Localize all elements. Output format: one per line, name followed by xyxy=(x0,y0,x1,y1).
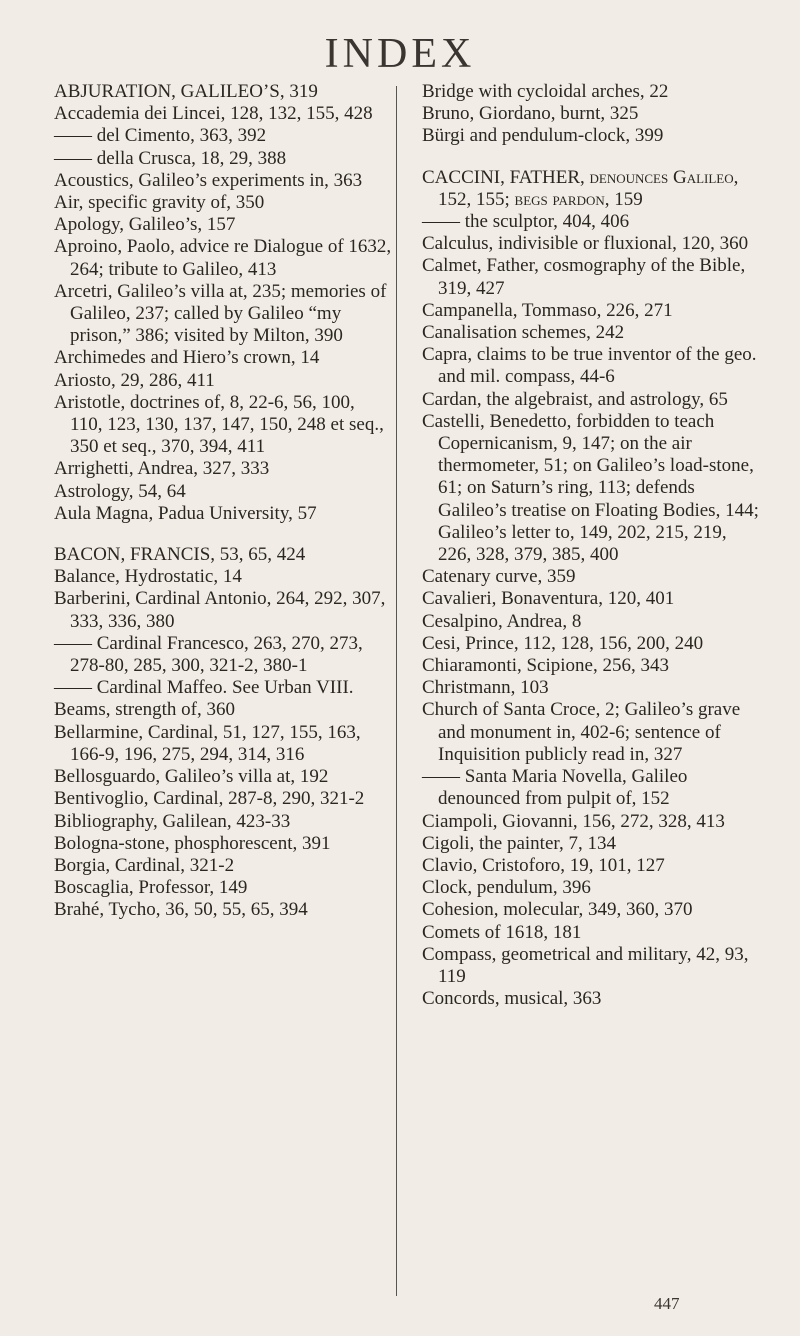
index-entry: Castelli, Benedetto, forbidden to teach Copernicanism, 9, 147; on the air thermometer, 51; on Galileo’s load-stone, 61; on Saturn’s ring, 113; defends Galileo’s treatise on Floating Bodies, 144; Galileo’s letter to, 149, 202, 215, 219, 226, 328, 379, 385, 400 xyxy=(422,410,759,566)
index-entry: —— the sculptor, 404, 406 xyxy=(422,211,630,233)
index-entry: —— Cardinal Maffeo. See Urban VIII. xyxy=(54,677,354,699)
index-entry: Catenary curve, 359 xyxy=(422,566,576,588)
index-entry: Aristotle, doctrines of, 8, 22-6, 56, 100, 110, 123, 130, 137, 147, 150, 248 et seq., 350 et seq., 370, 394, 411 xyxy=(54,391,384,458)
index-entry: Bridge with cycloidal arches, 22 xyxy=(422,81,669,102)
index-entry: Bellarmine, Cardinal, 51, 127, 155, 163, 166-9, 196, 275, 294, 314, 316 xyxy=(54,721,361,765)
index-column-left xyxy=(54,81,392,922)
index-entry: Ariosto, 29, 286, 411 xyxy=(54,369,215,391)
index-entry: Bologna-stone, phosphorescent, 391 xyxy=(54,832,331,854)
index-entry: —— del Cimento, 363, 392 xyxy=(54,125,267,147)
index-entry: Air, specific gravity of, 350 xyxy=(54,192,265,214)
index-entry: Cohesion, molecular, 349, 360, 370 xyxy=(422,899,693,921)
index-entry: Clavio, Cristoforo, 19, 101, 127 xyxy=(422,854,665,876)
index-entry: Accademia dei Lincei, 128, 132, 155, 428 xyxy=(54,103,373,125)
index-entry: Cesalpino, Andrea, 8 xyxy=(422,610,582,632)
column-divider xyxy=(396,86,397,1296)
index-entry: Calculus, indivisible or fluxional, 120, 360 xyxy=(422,233,749,255)
index-entry: Aproino, Paolo, advice re Dialogue of 1632, 264; tribute to Galileo, 413 xyxy=(54,236,392,280)
index-entry: Bibliography, Galilean, 423-33 xyxy=(54,810,291,832)
index-entry: Apology, Galileo’s, 157 xyxy=(54,214,236,236)
index-entry: Boscaglia, Professor, 149 xyxy=(54,877,248,899)
index-entry: Bürgi and pendulum-clock, 399 xyxy=(422,125,664,147)
index-entry: Bellosguardo, Galileo’s villa at, 192 xyxy=(54,766,329,788)
index-entry: Balance, Hydrostatic, 14 xyxy=(54,566,242,588)
index-entry: BACON, FRANCIS, 53, 65, 424 xyxy=(54,544,306,566)
index-entry: Aula Magna, Padua University, 57 xyxy=(54,502,317,524)
index-entry: Beams, strength of, 360 xyxy=(54,699,236,721)
index-entry: Cavalieri, Bonaventura, 120, 401 xyxy=(422,588,675,610)
index-entry: Capra, claims to be true inventor of the geo. and mil. compass, 44-6 xyxy=(422,344,757,388)
index-entry: Bruno, Giordano, burnt, 325 xyxy=(422,103,639,125)
index-entry: ABJURATION, GALILEO’S, 319 xyxy=(54,81,318,102)
index-entry: Cesi, Prince, 112, 128, 156, 200, 240 xyxy=(422,632,704,654)
index-entry: Compass, geometrical and military, 42, 93, 119 xyxy=(422,943,749,987)
index-entry: Acoustics, Galileo’s experiments in, 363 xyxy=(54,169,363,191)
index-column-right xyxy=(422,81,760,1010)
index-entry: Arcetri, Galileo’s villa at, 235; memories of Galileo, 237; called by Galileo “my prison,” 386; visited by Milton, 390 xyxy=(54,280,387,347)
index-entry: Bentivoglio, Cardinal, 287-8, 290, 321-2 xyxy=(54,788,365,810)
index-entry: Arrighetti, Andrea, 327, 333 xyxy=(54,458,270,480)
page-number: 447 xyxy=(654,1294,680,1313)
index-entry: Borgia, Cardinal, 321-2 xyxy=(54,854,235,876)
index-entry: Christmann, 103 xyxy=(422,677,549,699)
index-entry: Church of Santa Croce, 2; Galileo’s grave and monument in, 402-6; sentence of Inquisition publicly read in, 327 xyxy=(422,699,741,765)
index-entry: Clock, pendulum, 396 xyxy=(422,877,591,899)
index-entry: Astrology, 54, 64 xyxy=(54,480,186,502)
index-entry: —— della Crusca, 18, 29, 388 xyxy=(54,147,287,169)
index-entry: Archimedes and Hiero’s crown, 14 xyxy=(54,347,320,369)
index-entry: Canalisation schemes, 242 xyxy=(422,322,625,344)
index-entry: Cigoli, the painter, 7, 134 xyxy=(422,832,616,854)
index-entry: Comets of 1618, 181 xyxy=(422,921,582,943)
index-entry: —— Santa Maria Novella, Galileo denounced from pulpit of, 152 xyxy=(422,766,688,810)
index-entry: CACCINI, FATHER, denounces Galileo, 152, 155; begs pardon, 159 xyxy=(422,166,739,210)
index-entry: Brahé, Tycho, 36, 50, 55, 65, 394 xyxy=(54,899,308,921)
index-entry: —— Cardinal Francesco, 263, 270, 273, 278-80, 285, 300, 321-2, 380-1 xyxy=(54,632,363,677)
index-entry: Cardan, the algebraist, and astrology, 65 xyxy=(422,388,728,410)
index-entry: Calmet, Father, cosmography of the Bible, 319, 427 xyxy=(422,255,746,299)
index-entry: Campanella, Tommaso, 226, 271 xyxy=(422,299,673,321)
index-entry: Ciampoli, Giovanni, 156, 272, 328, 413 xyxy=(422,810,725,832)
index-entry: Concords, musical, 363 xyxy=(422,988,602,1010)
page-title: INDEX xyxy=(324,31,476,77)
index-entry: Barberini, Cardinal Antonio, 264, 292, 307, 333, 336, 380 xyxy=(54,588,386,632)
index-entry: Chiaramonti, Scipione, 256, 343 xyxy=(422,655,669,677)
